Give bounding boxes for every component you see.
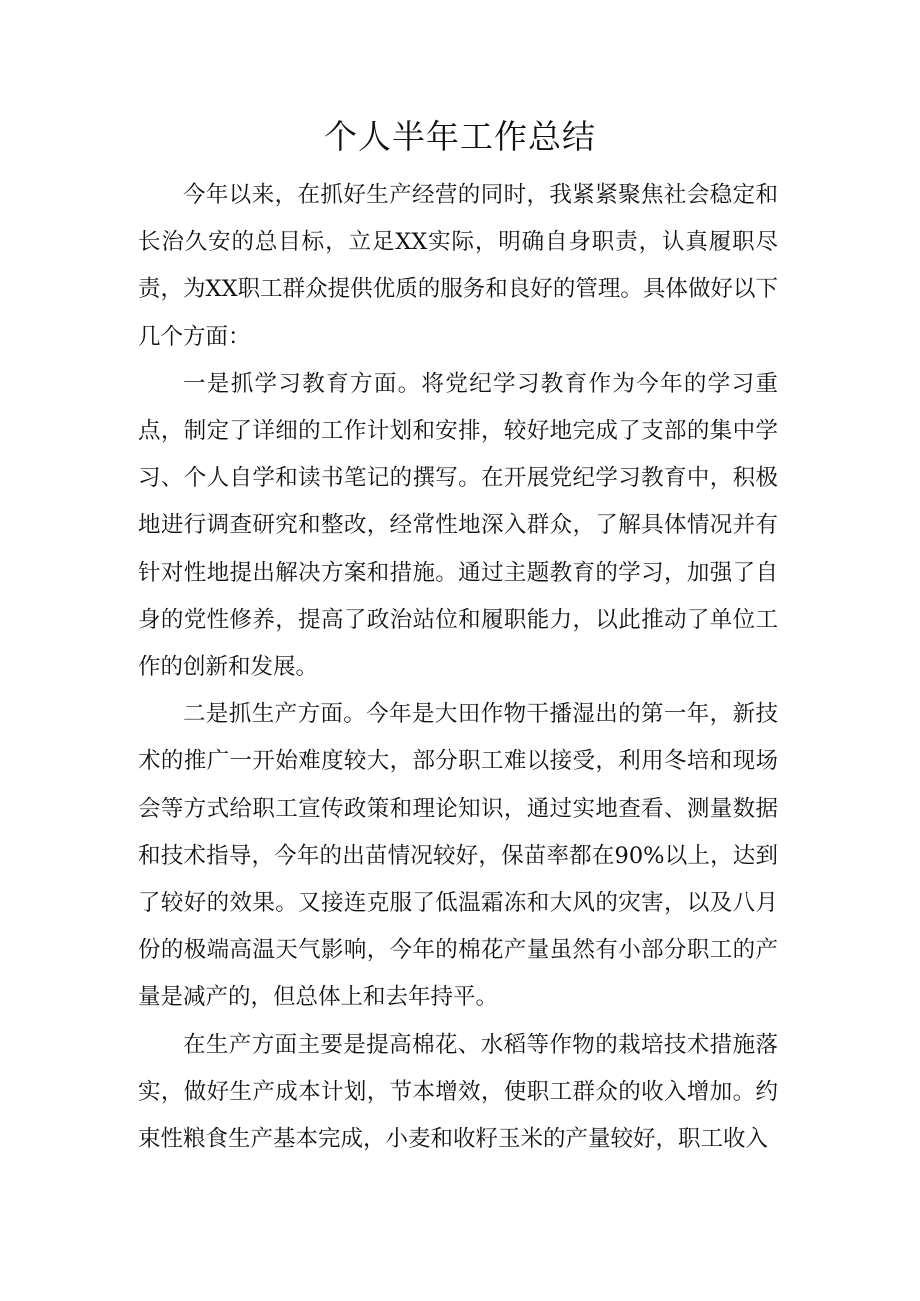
document-title: 个人半年工作总结 — [324, 117, 596, 156]
paragraph-intro: 今年以来，在抓好生产经营的同时，我紧紧聚焦社会稳定和长治久安的总目标，立足XX实际，明确自身职责，认真履职尽责，为XX职工群众提供优质的服务和良好的管理。具体做好以下几个方面： — [138, 182, 778, 350]
paragraph-production-measures: 在生产方面主要是提高棉花、水稻等作物的栽培技术措施落实，做好生产成本计划，节本增效，使职工群众的收入增加。约束性粮食生产基本完成，小麦和收籽玉米的产量较好，职工收入 — [138, 1031, 778, 1153]
document-body — [138, 172, 778, 1163]
paragraph-study-education: 一是抓学习教育方面。将党纪学习教育作为今年的学习重点，制定了详细的工作计划和安排，较好地完成了支部的集中学习、个人自学和读书笔记的撰写。在开展党纪学习教育中，积极地进行调查研究和整改，经常性地深入群众，了解具体情况并有针对性地提出解决方案和措施。通过主题教育的学习，加强了自身的党性修养，提高了政治站位和履职能力，以此推动了单位工作的创新和发展。 — [138, 370, 778, 681]
paragraph-production: 二是抓生产方面。今年是大田作物干播湿出的第一年，新技术的推广一开始难度较大，部分职工难以接受，利用冬培和现场会等方式给职工宣传政策和理论知识，通过实地查看、测量数据和技术指导，今年的出苗情况较好，保苗率都在90%以上，达到了较好的效果。又接连克服了低温霜冻和大风的灾害，以及八月份的极端高温天气影响，今年的棉花产量虽然有小部分职工的产量是减产的，但总体上和去年持平。 — [138, 701, 778, 1011]
